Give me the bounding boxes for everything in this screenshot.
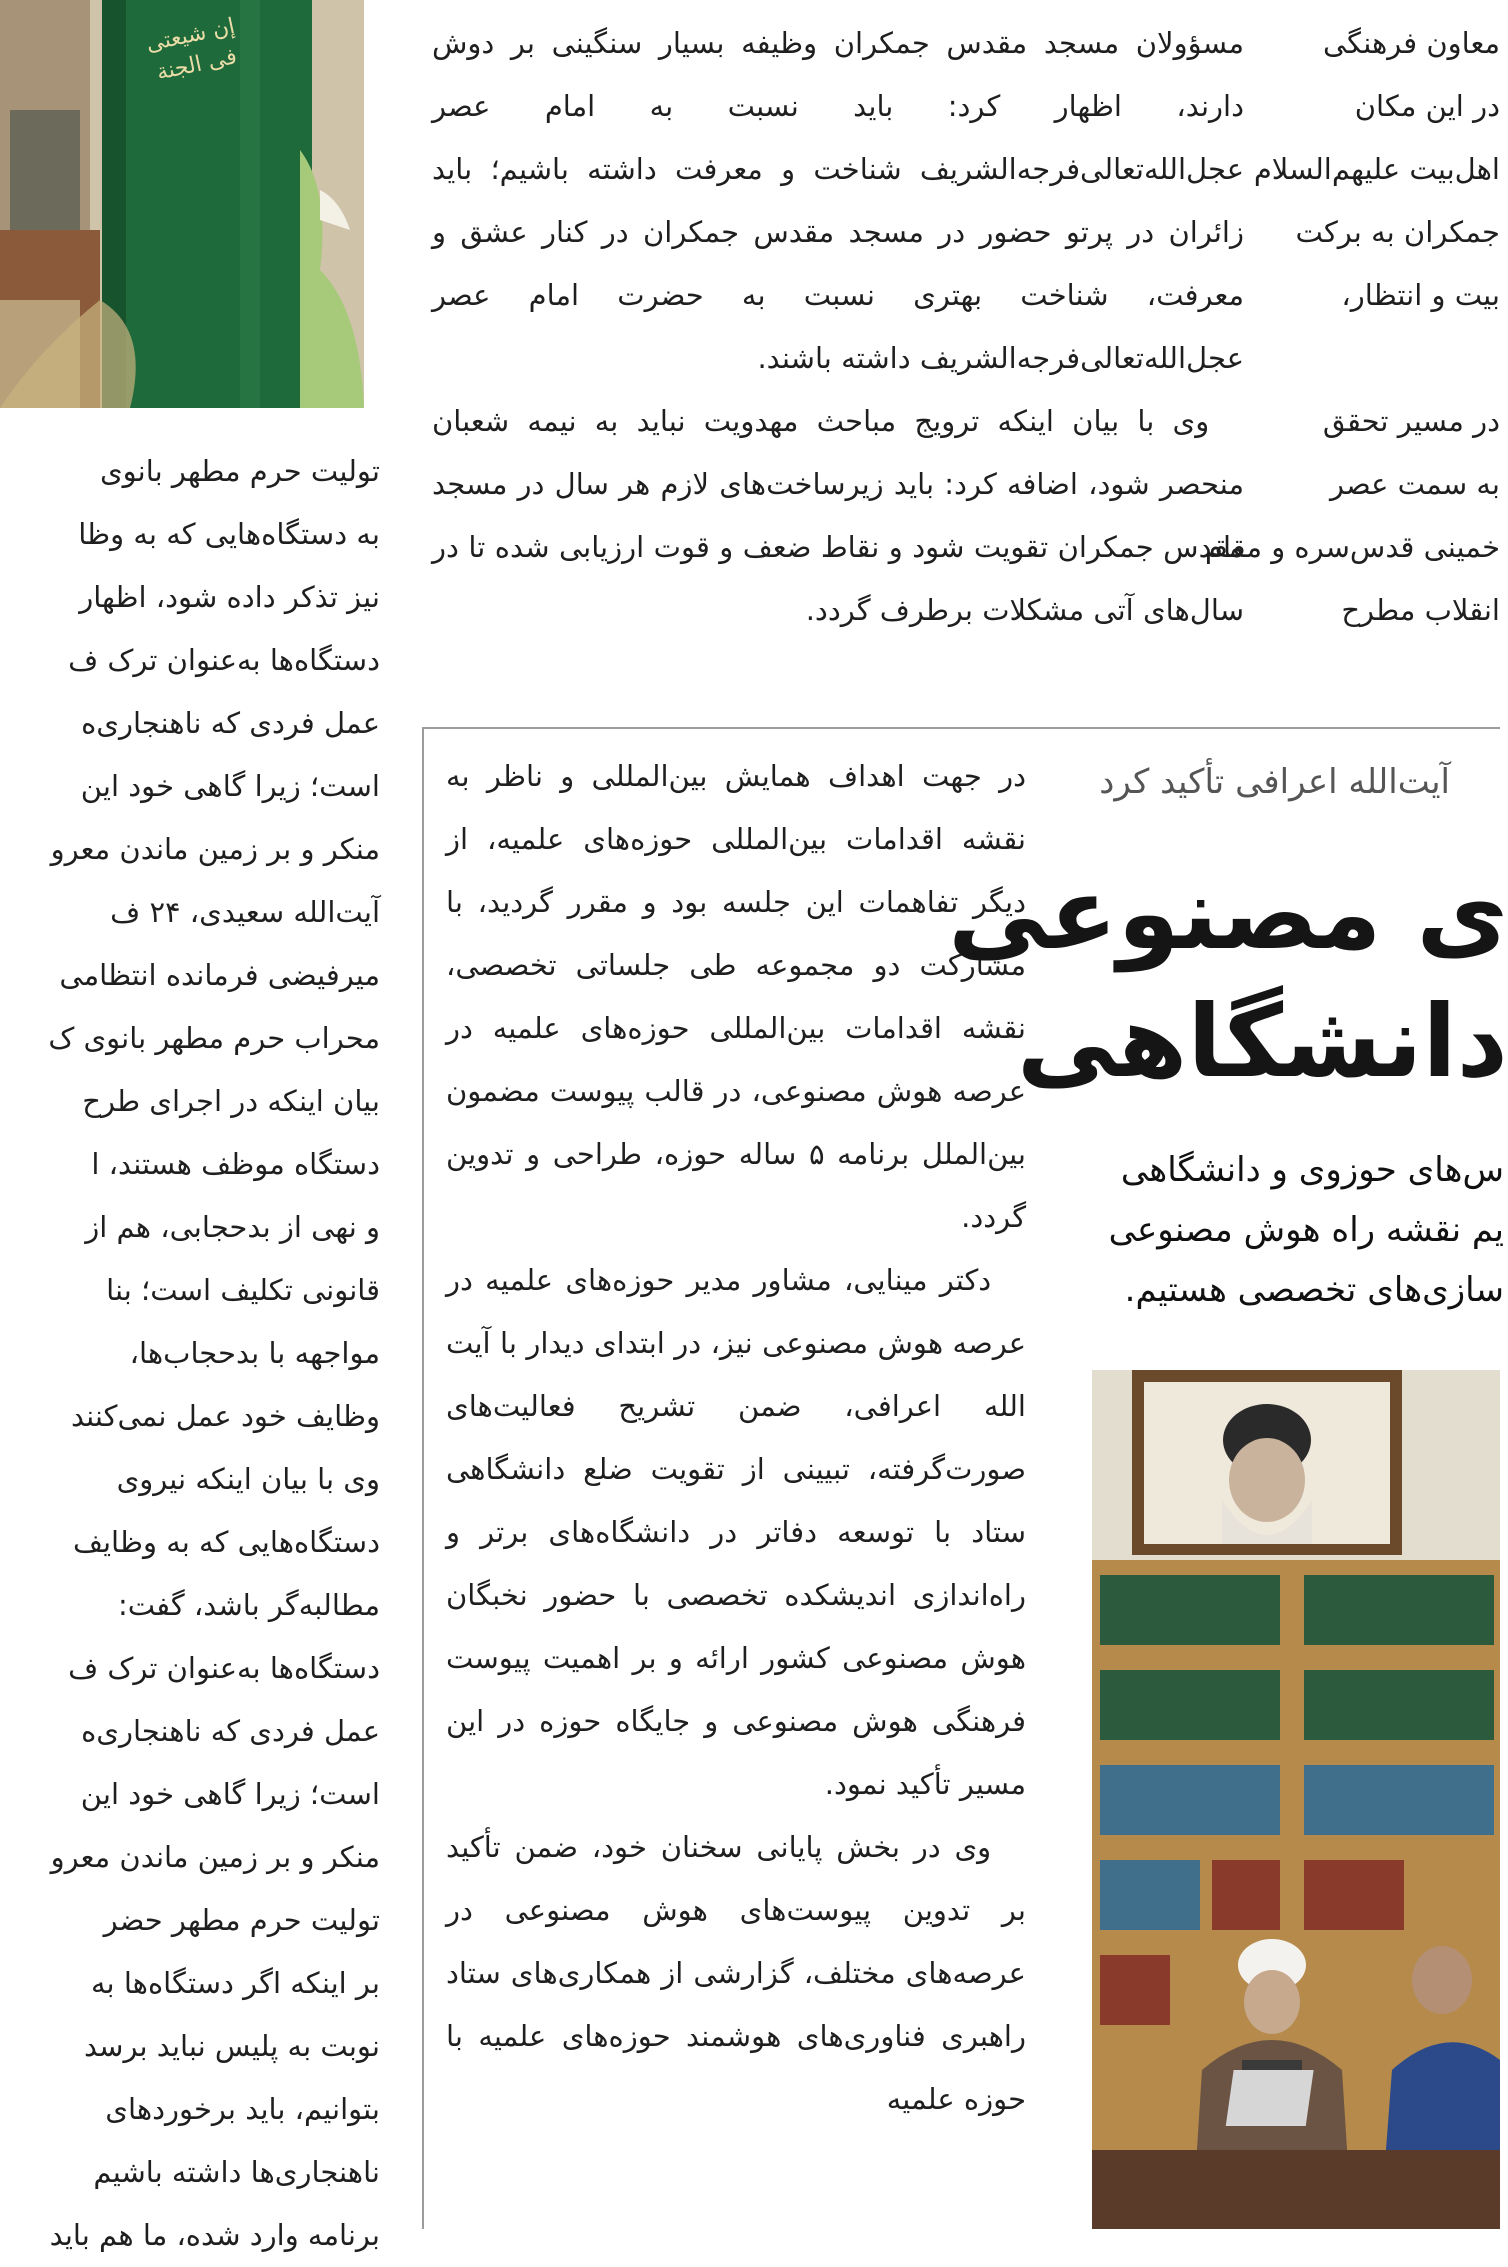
text-line: عمل فردی که ناهنجاری‌ه [81,706,380,740]
text-line: است؛ زیرا گاهی خود این [80,1777,380,1811]
text-line: وی با بیان اینکه نیروی [116,1462,380,1496]
headline-line-1: ی مصنوعی [948,855,1508,972]
lead-line-3: سازی‌های تخصصی هستیم. [1124,1270,1504,1310]
text-line: مطالبه‌گر باشد، گفت: [117,1588,380,1622]
text-line: بیان اینکه در اجرای طرح [82,1084,380,1118]
text-line: اهل‌بیت علیهم‌السلام [1253,152,1500,186]
article-body [446,745,1026,2131]
lead-line-2: یم نقشه راه هوش مصنوعی [1108,1210,1504,1250]
article-frame-top [422,727,1500,729]
text-line: منکر و بر زمین ماندن معرو [50,1840,380,1874]
text-line: به دستگاه‌هایی که به وظا [78,517,380,551]
text-line: قانونی تکلیف است؛ بنا [106,1273,380,1307]
text-line: در مسیر تحقق [1322,404,1500,438]
meeting-illustration [1092,1370,1500,2229]
text-line: بتوانیم، باید برخوردهای [105,2092,380,2126]
text-line: و نهی از بدحجابی، هم از [85,1210,380,1244]
text-line: بر اینکه اگر دستگاه‌ها به [90,1966,380,2000]
article-subhead: آیت‌الله اعرافی تأکید کرد [1099,762,1450,802]
text-line: دستگاه‌هایی که به وظایف [72,1525,380,1559]
text-line: در این مکان [1354,89,1500,123]
text-line: دستگاه‌ها به‌عنوان ترک ف [68,1651,380,1685]
text-line: میرفیضی فرمانده انتظامی [59,958,380,992]
jamkaran-paragraph-1: مسؤولان مسجد مقدس جمکران وظیفه بسیار سنگینی بر دوش دارند، اظهار کرد: باید نسبت به امام عصر عجل‌الله‌تعالی‌فرجه‌الشریف شناخت و معرفت داشته باشیم؛ باید زائران در پرتو حضور در مسجد مقدس جمکران در کنار عشق و معرفت، شناخت بهتری نسبت به حضرت امام عصر عجل‌الله‌تعالی‌فرجه‌الشریف داشته باشند. [432,26,1244,375]
top-right-column [1205,12,1500,642]
text-line: دستگاه‌ها به‌عنوان ترک ف [68,643,380,677]
article-paragraph-1: در جهت اهداف همایش بین‌المللی و ناظر به نقشه اقدامات بین‌المللی حوزه‌های علمیه، از دیگر تفاهمات این جلسه بود و مقرر گردید، با مشارکت دو مجموعه طی جلساتی تخصصی، نقشه اقدامات بین‌المللی حوزه‌های علمیه در عرصه هوش مصنوعی، در قالب پیوست مضمون بین‌الملل برنامه ۵ ساله حوزه، طراحی و تدوین گردد. [446,759,1026,1234]
meeting-photo [1092,1370,1500,2229]
text-line: بیت و انتظار، [1341,278,1500,312]
left-column-text [0,440,380,2267]
text-line: عمل فردی که ناهنجاری‌ه [81,1714,380,1748]
flag-calligraphy: إن شیعتی فی الجنة [143,13,240,86]
text-line: ناهنجاری‌ها داشته باشیم [93,2155,380,2189]
top-left-photo [0,0,364,408]
text-line: برنامه وارد شده، ما هم باید [49,2218,380,2252]
text-line: تولیت حرم مطهر بانوی [99,454,380,488]
jamkaran-paragraph-2: وی با بیان اینکه ترویج مباحث مهدویت نباید به نیمه شعبان منحصر شود، اضافه کرد: باید زیرساخت‌های لازم هر سال در مسجد مقدس جمکران تقویت شود و نقاط ضعف و قوت ارزیابی شده تا در سال‌های آتی مشکلات برطرف گردد. [432,404,1244,627]
text-line: نیز تذکر داده شود، اظهار [79,580,380,614]
text-line: معاون فرهنگی [1323,26,1500,60]
text-line: محراب حرم مطهر بانوی ک [48,1021,380,1055]
text-line: انقلاب مطرح [1341,593,1500,627]
text-line: منکر و بر زمین ماندن معرو [50,832,380,866]
text-line: وظایف خود عمل نمی‌کنند [70,1399,380,1433]
article-paragraph-3: وی در بخش پایانی سخنان خود، ضمن تأکید بر تدوین پیوست‌های هوش مصنوعی در عرصه‌های مختلف، گزارشی از همکاری‌های ستاد راهبری فناوری‌های هوشمند حوزه‌های علمیه با حوزه علمیه [446,1830,1026,2116]
headline-line-2: دانشگاهی [1016,983,1508,1100]
article-paragraph-2: دکتر مینایی، مشاور مدیر حوزه‌های علمیه در عرصه هوش مصنوعی نیز، در ابتدای دیدار با آیت الله اعرافی، ضمن تشریح فعالیت‌های صورت‌گرفته، تبیینی از تقویت ضلع دانشگاهی ستاد با توسعه دفاتر در دانشگاه‌های برتر و راه‌اندازی اندیشکده تخصصی با حضور نخبگان هوش مصنوعی کشور ارائه و بر اهمیت پیوست فرهنگی هوش مصنوعی و جایگاه حوزه در این مسیر تأکید نمود. [446,1263,1026,1801]
top-middle-column [432,12,1244,642]
text-line: مواجهه با بدحجاب‌ها، [129,1336,380,1370]
article-frame-left [422,727,424,2229]
text-line: آیت‌الله سعیدی، ۲۴ ف [110,895,380,929]
headline-clip [948,850,1508,1120]
text-line: تولیت حرم مطهر حضر [103,1903,380,1937]
text-line: خمینی قدس‌سره و مقام [1205,530,1500,564]
text-line: است؛ زیرا گاهی خود این [80,769,380,803]
lead-line-1: س‌های حوزوی و دانشگاهی [1120,1150,1504,1190]
text-line [1300,327,1500,390]
lead-clip [1090,1140,1504,1330]
text-line: جمکران به برکت [1295,215,1500,249]
text-line: به سمت عصر [1329,467,1500,501]
text-line: دستگاه موظف هستند، ا [91,1147,380,1181]
text-line: نوبت به پلیس نباید برسد [83,2029,380,2063]
